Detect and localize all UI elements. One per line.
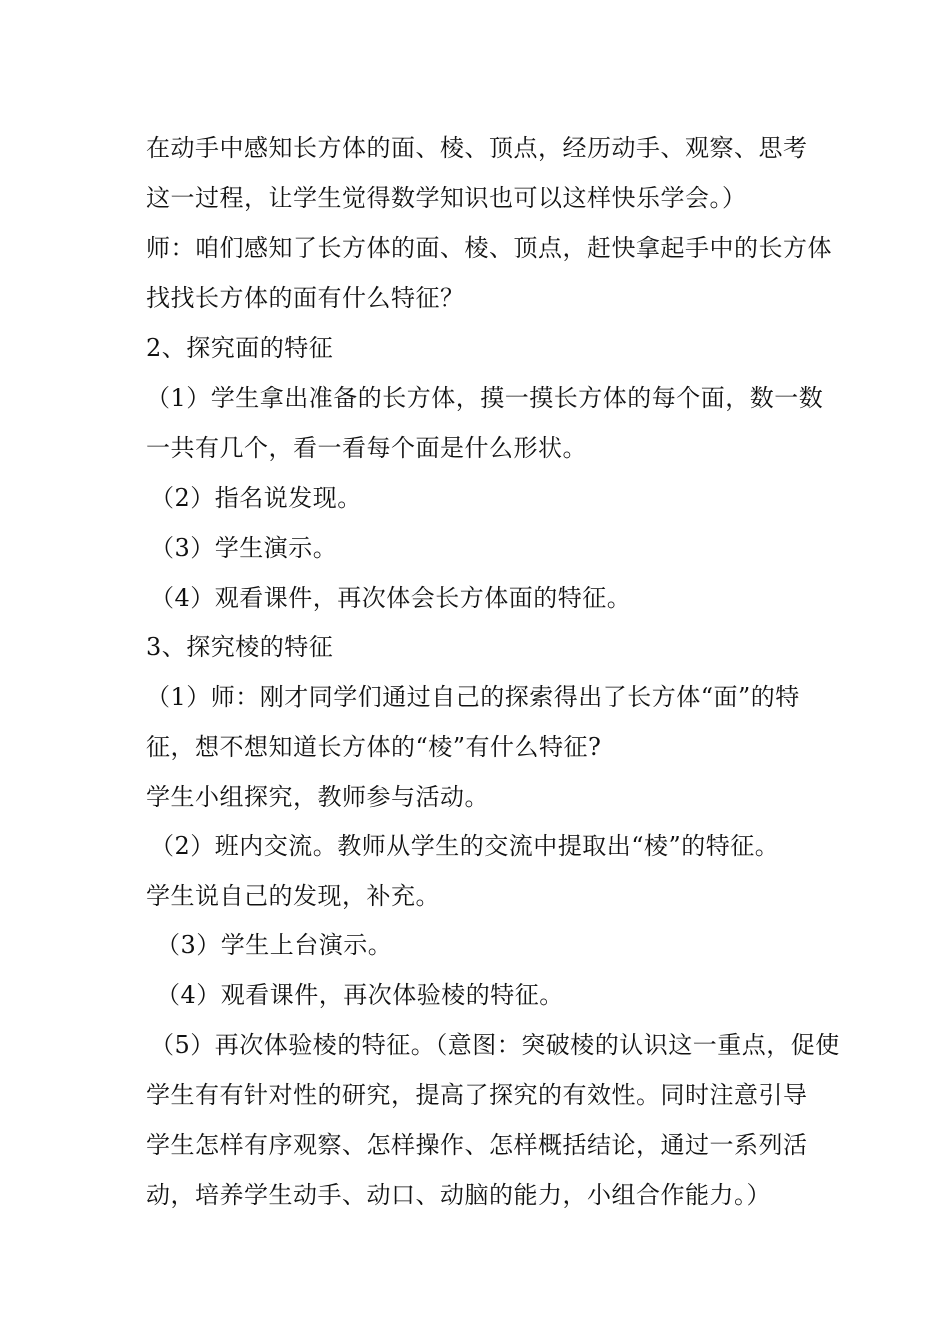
list-item: （3）学生演示。 [150, 534, 338, 562]
list-item: （5）再次体验棱的特征。（意图：突破棱的认识这一重点，促使 [150, 1031, 840, 1059]
text-line: 这一过程，让学生觉得数学知识也可以这样快乐学会。） [146, 184, 747, 212]
list-item: （4）观看课件，再次体验棱的特征。 [156, 981, 564, 1009]
text-line: 在动手中感知长方体的面、棱、顶点，经历动手、观察、思考 [146, 134, 808, 162]
section-heading: 3、探究棱的特征 [146, 633, 334, 661]
list-item: （1）学生拿出准备的长方体，摸一摸长方体的每个面，数一数 [146, 384, 824, 412]
list-item: （1）师：刚才同学们通过自己的探索得出了长方体“面”的特 [146, 683, 800, 711]
list-item: （2）指名说发现。 [150, 484, 362, 512]
text-line: 动，培养学生动手、动口、动脑的能力，小组合作能力。） [146, 1181, 771, 1209]
text-line: 学生说自己的发现，补充。 [146, 882, 440, 910]
text-line: 一共有几个，看一看每个面是什么形状。 [146, 434, 587, 462]
text-line: 找找长方体的面有什么特征？ [146, 284, 465, 312]
text-line: 学生小组探究，教师参与活动。 [146, 783, 489, 811]
list-item: （4）观看课件，再次体会长方体面的特征。 [150, 584, 632, 612]
text-line: 征，想不想知道长方体的“棱”有什么特征? [146, 733, 602, 761]
text-line: 学生怎样有序观察、怎样操作、怎样概括结论，通过一系列活 [146, 1131, 808, 1159]
text-line: 学生有有针对性的研究，提高了探究的有效性。同时注意引导 [146, 1081, 808, 1109]
text-line: 师：咱们感知了长方体的面、棱、顶点，赶快拿起手中的长方体 [146, 234, 832, 262]
section-heading: 2、探究面的特征 [146, 334, 334, 362]
list-item: （2）班内交流。教师从学生的交流中提取出“棱”的特征。 [150, 832, 780, 860]
list-item: （3）学生上台演示。 [156, 931, 393, 959]
